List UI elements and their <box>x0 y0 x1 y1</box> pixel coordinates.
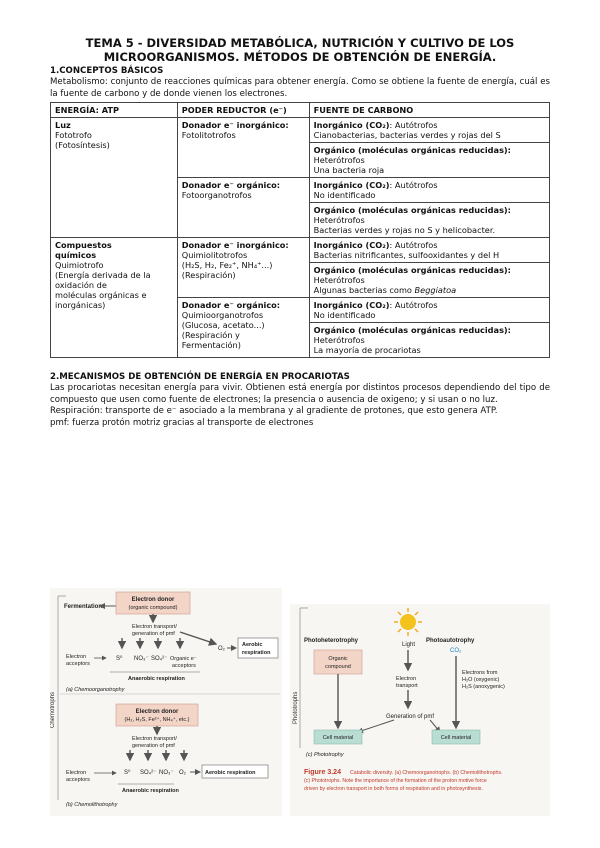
carbon-cell <box>309 178 549 203</box>
acceptors-label: Electron <box>66 770 87 776</box>
et-label: Electron <box>396 676 417 682</box>
carbon-example: Algunas bacterias como <box>313 285 415 295</box>
carbon-cell <box>309 323 549 358</box>
donor-label: Donador e⁻ inorgánico: <box>181 120 289 130</box>
carbon-label: Inorgánico (CO₂) <box>313 180 390 190</box>
light-label: Light <box>402 642 416 648</box>
carbon-type: Heterótrofos <box>313 275 365 285</box>
donor-sublabel: (H₂, H₂S, Fe²⁺, NH₄⁺, etc.) <box>124 717 190 723</box>
carbon-label: Orgánico (moléculas orgánicas reducidas): <box>313 265 511 275</box>
caption-b: (b) Chemolithotrophy <box>66 802 118 808</box>
donor-type: Quimiolitotrofos <box>181 250 248 260</box>
et-label: generation of pmf <box>132 743 175 749</box>
donor-sublabel: (organic compound) <box>128 605 178 611</box>
section-2-para-1: Las procariotas necesitan energía para vivir. Obtienen está energía por distintos procesos dependiendo del tipo de compuesto que usen como fuente de electrones; la presencia o ausencia de oxigeno; y si usan o no luz. <box>50 383 550 405</box>
phototrophy-figure <box>290 604 550 816</box>
carbon-example: Bacterias verdes y rojas no S y helicobacter. <box>313 225 496 235</box>
fermentation-label: Fermentation <box>64 604 103 610</box>
section-1-heading: 1.CONCEPTOS BÁSICOS <box>50 66 164 76</box>
organic-compound-box <box>314 650 362 674</box>
energy-name: Compuestos <box>55 240 112 250</box>
energy-line: (Energía derivada de la <box>55 270 151 280</box>
donor-type: Fotoorganotrofos <box>181 190 252 200</box>
donor-process: Fermentación) <box>181 340 241 350</box>
acceptors-label: acceptors <box>66 777 90 783</box>
aerobic-label: Aerobic <box>242 642 263 648</box>
organic-label: compound <box>325 664 351 670</box>
carbon-label: Orgánico (moléculas orgánicas reducidas): <box>313 205 511 215</box>
carbon-example: Bacterias nitrificantes, sulfooxidantes y del H <box>313 250 500 260</box>
carbon-cell <box>309 203 549 238</box>
carbon-label: Inorgánico (CO₂) <box>313 300 390 310</box>
carbon-label: Orgánico (moléculas orgánicas reducidas): <box>313 145 511 155</box>
carbon-cell <box>309 143 549 178</box>
reducer-cell <box>177 238 309 298</box>
donor-type: Quimioorganotrofos <box>181 310 264 320</box>
table-row <box>51 238 550 263</box>
acceptor-so4: SO₄²⁻ <box>151 656 168 662</box>
section-2-para-2: Respiración: transporte de e⁻ asociado a la membrana y al gradiente de protones, que esto genera ATP. <box>50 406 498 416</box>
acceptor-organic: Organic e⁻ <box>170 656 197 662</box>
carbon-cell <box>309 118 549 143</box>
reducer-cell <box>177 118 309 178</box>
oxygen-label: O₂ <box>179 770 186 776</box>
carbon-suffix: : Autótrofos <box>389 240 438 250</box>
section-1-intro: Metabolismo: conjunto de reacciones químicas para obtener energía. Como se obtiene la fuente de energía, cuál es la fuente de carbono y de donde vienen los electrones. <box>50 77 550 99</box>
acceptors-label: Electron <box>66 654 87 660</box>
header-energy: ENERGÍA: ATP <box>51 103 178 118</box>
figure-caption: Catabolic diversity. (a) Chemoorganotrophs. (b) Chemolithotrophs. <box>350 770 503 776</box>
side-label: Chemotrophs <box>50 691 56 728</box>
carbon-label: Inorgánico (CO₂) <box>313 120 390 130</box>
acceptor-organic: acceptors <box>172 663 196 669</box>
donor-examples: (H₂S, H₂, Fe₂⁺, NH₄⁺...) <box>181 260 273 270</box>
metabolism-table <box>50 102 550 358</box>
donor-process: (Respiración) <box>181 270 236 280</box>
carbon-suffix: : Autótrofos <box>389 180 438 190</box>
cell-material-label: Cell material <box>440 735 472 741</box>
document-page <box>50 36 550 429</box>
carbon-cell <box>309 238 549 263</box>
document-title-line-1: TEMA 5 - DIVERSIDAD METABÓLICA, NUTRICIÓN Y CULTIVO DE LOS <box>85 36 515 50</box>
donor-label: Electron donor <box>131 597 175 603</box>
carbon-example: No identificado <box>313 190 376 200</box>
acceptor-so4: SO₄²⁻ <box>140 770 157 776</box>
caption-c: (c) Phototrophy <box>306 752 344 758</box>
aerobic-label: respiration <box>242 650 271 656</box>
carbon-suffix: : Autótrofos <box>389 300 438 310</box>
carbon-type: Heterótrofos <box>313 155 365 165</box>
energy-line: Quimiotrofo <box>55 260 104 270</box>
table-header-row <box>51 103 550 118</box>
document-title-line-2: MICROORGANISMOS. MÉTODOS DE OBTENCIÓN DE ENERGÍA. <box>103 50 497 64</box>
acceptor-s0: S⁰ <box>124 770 131 776</box>
acceptor-no3: NO₃⁻ <box>134 656 149 662</box>
donor-type: Fotolitotrofos <box>181 130 236 140</box>
energy-line: oxidación de <box>55 280 107 290</box>
aerobic-label: Aerobic respiration <box>205 770 256 776</box>
energy-line: Fototrofo <box>55 130 92 140</box>
reducer-cell <box>177 298 309 358</box>
pmf-label: Generation of pmf <box>386 714 435 720</box>
carbon-type: Heterótrofos <box>313 335 365 345</box>
chemotrophy-figure <box>50 588 282 816</box>
donor-label: Donador e⁻ orgánico: <box>181 300 281 310</box>
figure-caption: (c) Phototrophs. Note the importance of the formation of the proton motive force <box>304 778 487 784</box>
electrons-from-label: H₂O (oxygenic) <box>462 677 500 683</box>
donor-label: Electron donor <box>135 709 179 715</box>
carbon-label: Inorgánico (CO₂) <box>313 240 390 250</box>
et-label: transport <box>396 683 418 689</box>
et-label: Electron transport/ <box>132 736 177 742</box>
acceptor-s0: S⁰ <box>116 656 123 662</box>
donor-label: Donador e⁻ orgánico: <box>181 180 281 190</box>
energy-line: moléculas orgánicas e <box>55 290 147 300</box>
energy-line: inorgánicas) <box>55 300 106 310</box>
carbon-example: No identificado <box>313 310 376 320</box>
donor-label: Donador e⁻ inorgánico: <box>181 240 289 250</box>
carbon-example: Una bacteria roja <box>313 165 385 175</box>
genus-name: Beggiatoa <box>414 285 457 295</box>
energy-cell-quimicos <box>51 238 178 358</box>
acceptor-no3: NO₃⁻ <box>159 770 174 776</box>
cell-material-label: Cell material <box>322 735 354 741</box>
photoheterotrophy-label: Photoheterotrophy <box>304 638 358 644</box>
carbon-suffix: : Autótrofos <box>389 120 438 130</box>
carbon-example: La mayoría de procariotas <box>313 345 421 355</box>
electrons-from-label: H₂S (anoxygenic) <box>462 684 505 690</box>
et-label: Electron transport/ <box>132 624 177 630</box>
header-carbon: FUENTE DE CARBONO <box>309 103 549 118</box>
side-label: Phototrophs <box>293 691 299 724</box>
header-reducer: PODER REDUCTOR (e⁻) <box>177 103 309 118</box>
et-label: generation of pmf <box>132 631 175 637</box>
section-2-heading: 2.MECANISMOS DE OBTENCIÓN DE ENERGÍA EN PROCARIOTAS <box>50 372 350 382</box>
figure-caption: driven by electron transport in both forms of respiration and in photosynthesis. <box>304 786 483 792</box>
electrons-from-label: Electrons from <box>462 670 498 676</box>
oxygen-label: O₂ <box>218 646 225 652</box>
table-row <box>51 118 550 143</box>
donor-examples: (Glucosa, acetato...) <box>181 320 265 330</box>
carbon-example: Cianobacterias, bacterias verdes y rojas del S <box>313 130 501 140</box>
energy-cell-luz <box>51 118 178 238</box>
figure-number: Figure 3.24 <box>304 769 341 776</box>
reducer-cell <box>177 178 309 238</box>
section-2-para-3: pmf: fuerza protón motriz gracias al transporte de electrones <box>50 417 314 428</box>
anaerobic-label: Anaerobic respiration <box>128 676 185 682</box>
acceptors-label: acceptors <box>66 661 90 667</box>
co2-label: CO₂ <box>450 648 462 654</box>
anaerobic-label: Anaerobic respiration <box>122 788 179 794</box>
energy-line: (Fotosíntesis) <box>55 140 110 150</box>
donor-process: (Respiración y <box>181 330 240 340</box>
caption-a: (a) Chemoorganotrophy <box>66 687 125 693</box>
carbon-cell <box>309 263 549 298</box>
energy-name: Luz <box>55 120 71 130</box>
carbon-type: Heterótrofos <box>313 215 365 225</box>
photoautotrophy-label: Photoautotrophy <box>426 638 475 644</box>
energy-name: químicos <box>55 250 97 260</box>
carbon-cell <box>309 298 549 323</box>
organic-label: Organic <box>328 656 348 662</box>
carbon-label: Orgánico (moléculas orgánicas reducidas): <box>313 325 511 335</box>
